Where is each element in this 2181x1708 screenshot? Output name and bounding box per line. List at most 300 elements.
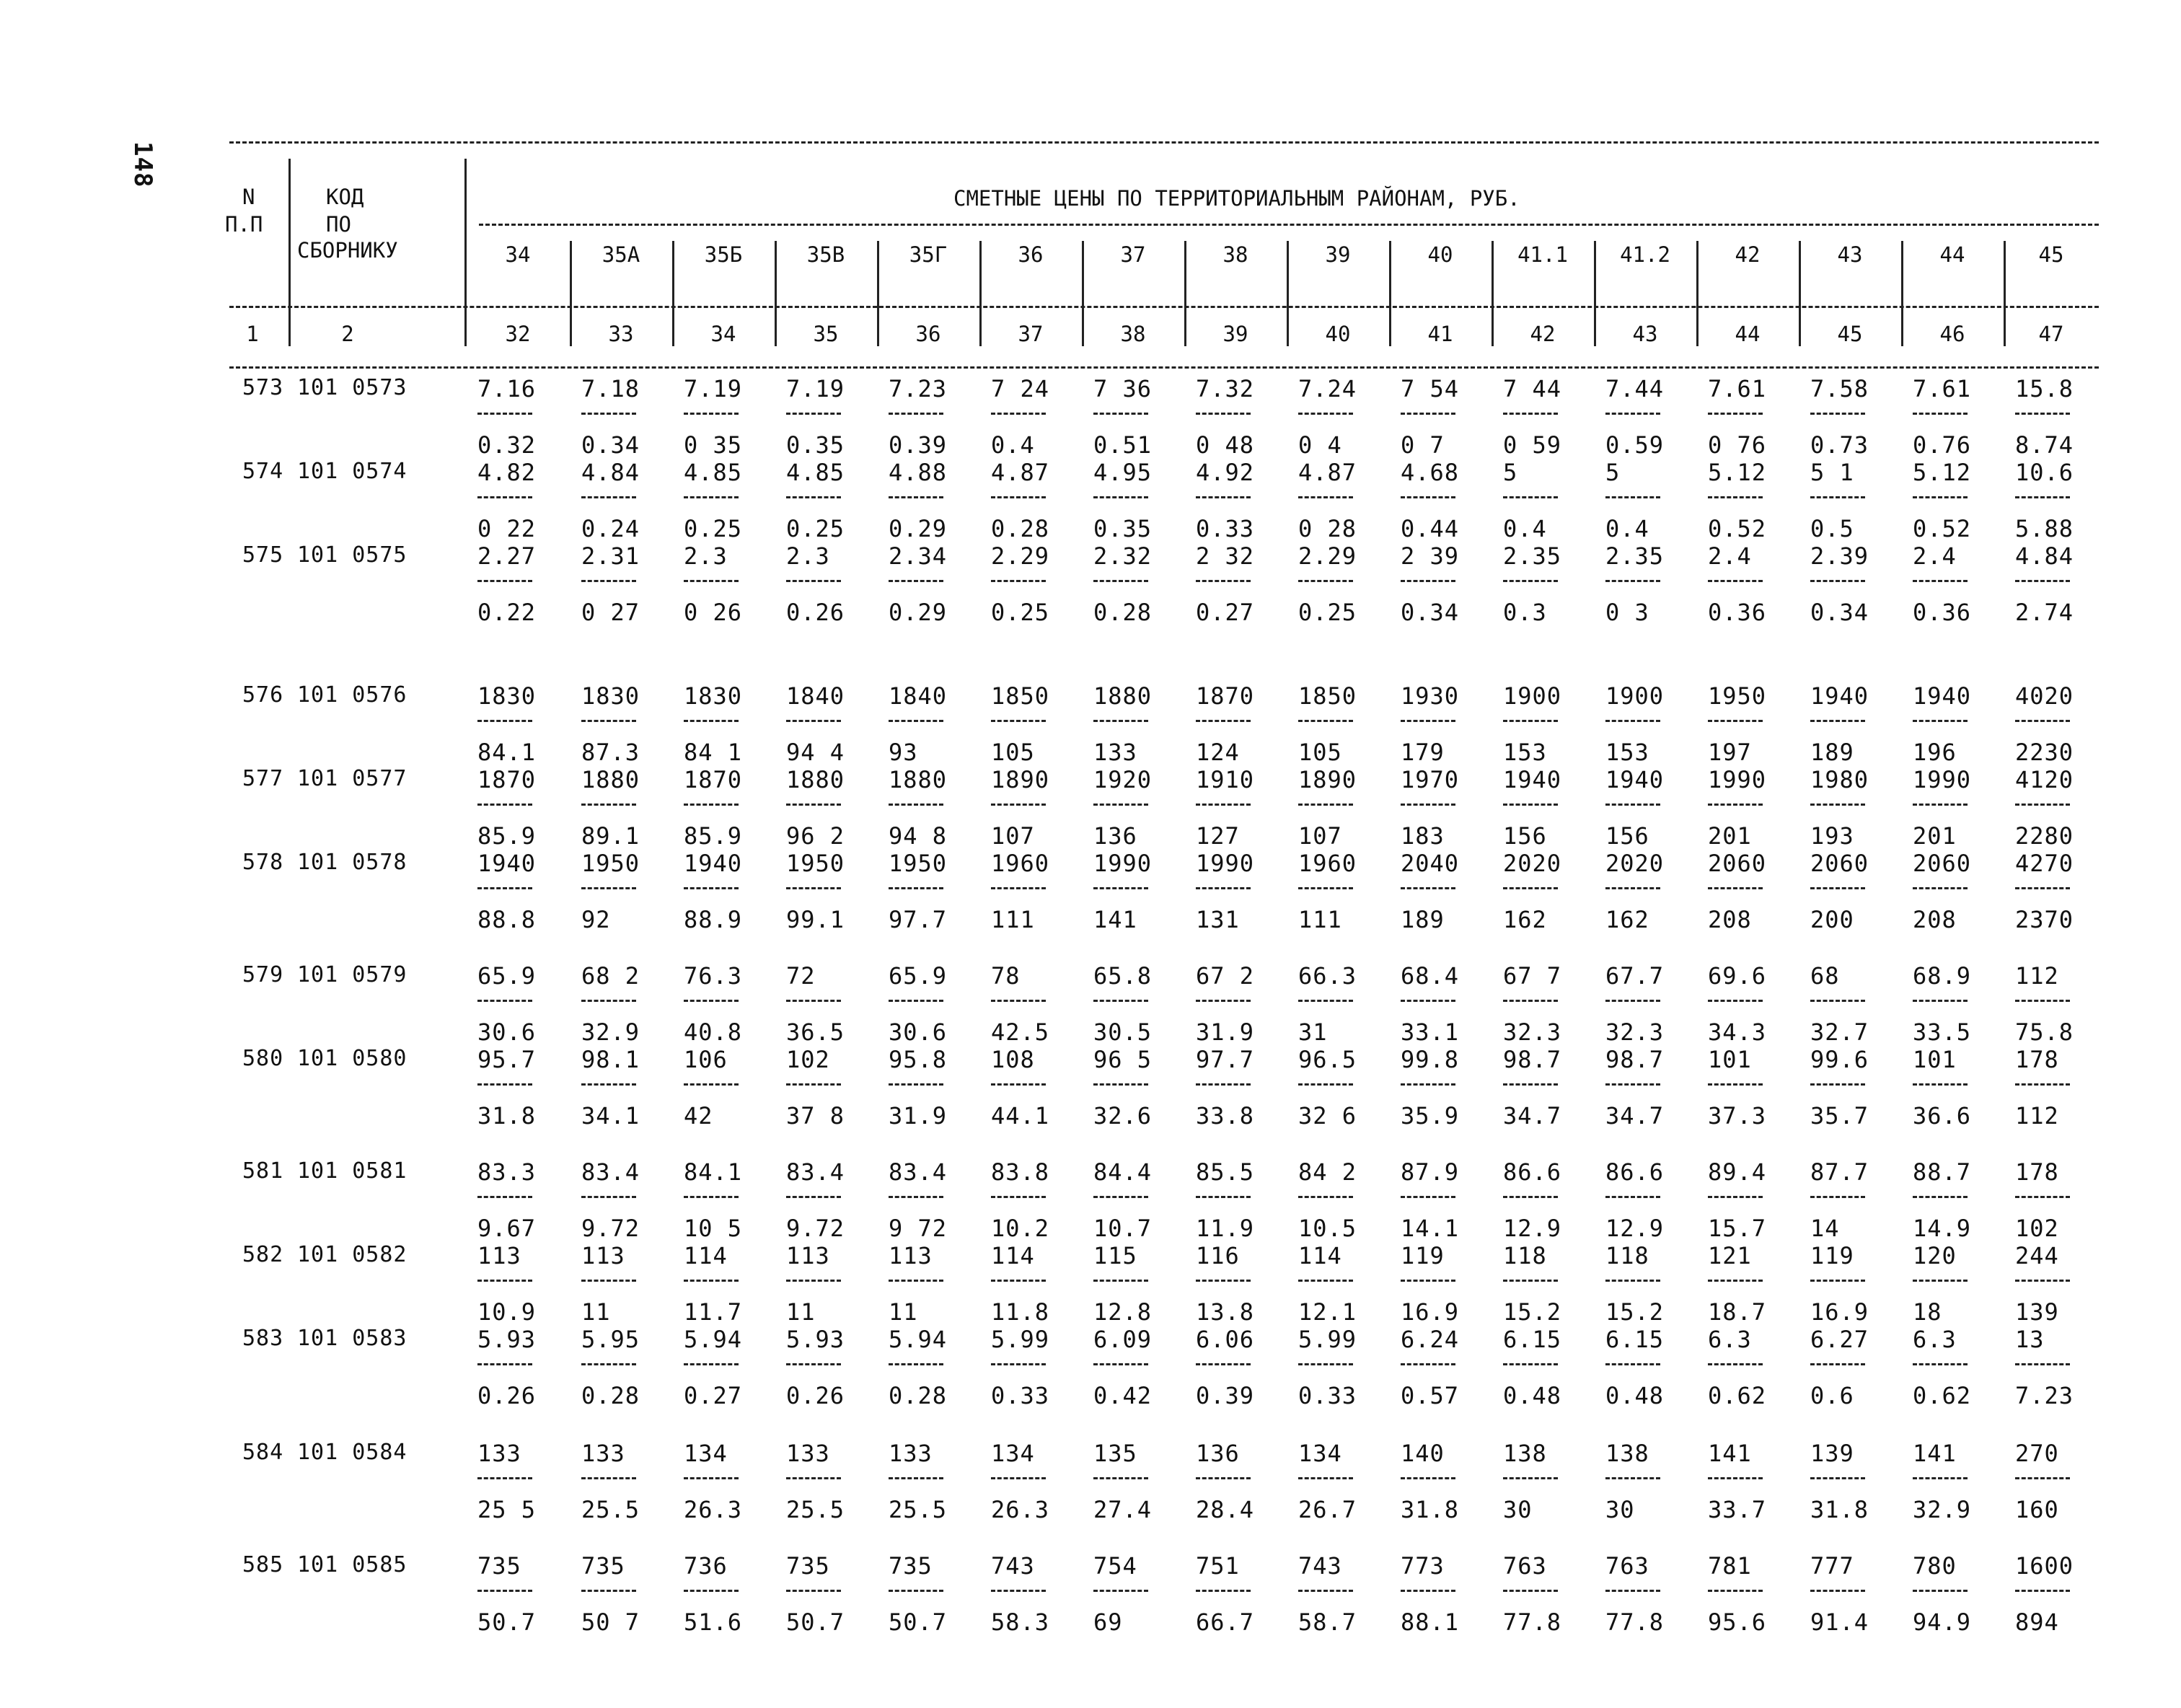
price-labor-value: 18 — [1913, 1298, 1942, 1326]
price-labor-value: 50 7 — [581, 1608, 640, 1636]
price-value: 67.7 — [1605, 962, 1665, 990]
price-value: 138 — [1503, 1440, 1547, 1467]
price-labor-value: 28.4 — [1196, 1496, 1255, 1523]
header-colnum-7: 36 — [915, 322, 941, 346]
fraction-bar — [1503, 720, 1558, 722]
price-value: 114 — [684, 1242, 728, 1269]
header-colnum-5: 34 — [710, 322, 736, 346]
fraction-bar — [1401, 1083, 1455, 1086]
price-value: 98.1 — [581, 1046, 640, 1073]
price-labor-value: 94.9 — [1913, 1608, 1972, 1636]
price-value: 98.7 — [1605, 1046, 1665, 1073]
price-labor-value: 32 6 — [1298, 1102, 1357, 1130]
price-value: 116 — [1196, 1242, 1240, 1269]
fraction-bar — [1605, 1083, 1660, 1086]
price-labor-value: 40.8 — [684, 1018, 743, 1046]
price-value: 4.87 — [1298, 459, 1357, 486]
price-value: 1940 — [477, 850, 537, 877]
price-value: 4270 — [2015, 850, 2074, 877]
fraction-bar — [1605, 1000, 1660, 1002]
price-value: 4.68 — [1401, 459, 1460, 486]
price-labor-value: 105 — [1298, 739, 1342, 766]
fraction-bar — [1298, 413, 1353, 415]
fraction-bar — [889, 1590, 943, 1592]
price-labor-value: 11.7 — [684, 1298, 743, 1326]
fraction-bar — [1298, 1477, 1353, 1479]
price-labor-value: 93 — [889, 739, 918, 766]
price-value: 86.6 — [1605, 1158, 1665, 1186]
fraction-bar — [1196, 887, 1251, 889]
fraction-bar — [786, 496, 841, 498]
fraction-bar — [991, 720, 1046, 722]
price-labor-value: 193 — [1810, 822, 1854, 850]
fraction-bar — [1093, 1196, 1148, 1198]
fraction-bar — [2015, 1363, 2070, 1365]
price-value: 735 — [786, 1552, 830, 1580]
fraction-bar — [1913, 1363, 1968, 1365]
price-value: 1990 — [1093, 850, 1153, 877]
price-value: 113 — [581, 1242, 625, 1269]
price-value: 138 — [1605, 1440, 1649, 1467]
fraction-bar — [1401, 1280, 1455, 1282]
fraction-bar — [477, 720, 532, 722]
price-value: 136 — [1196, 1440, 1240, 1467]
fraction-bar — [1810, 1363, 1865, 1365]
price-value: 120 — [1913, 1242, 1957, 1269]
fraction-bar — [1093, 1083, 1148, 1086]
price-labor-value: 162 — [1605, 906, 1649, 933]
fraction-bar — [1810, 1083, 1865, 1086]
fraction-bar — [684, 1280, 739, 1282]
price-labor-value: 27.4 — [1093, 1496, 1153, 1523]
row-number: 579 — [242, 962, 284, 987]
price-labor-value: 30.5 — [1093, 1018, 1153, 1046]
price-value: 1940 — [1503, 766, 1562, 793]
price-value: 108 — [991, 1046, 1035, 1073]
header-colnum-15: 44 — [1735, 322, 1761, 346]
price-value: 1840 — [786, 682, 845, 710]
fraction-bar — [991, 1196, 1046, 1198]
header-district-5: 35Г — [909, 242, 948, 267]
price-labor-value: 2.74 — [2015, 599, 2074, 626]
price-value: 6.06 — [1196, 1326, 1255, 1353]
fraction-bar — [581, 1477, 636, 1479]
price-value: 65.8 — [1093, 962, 1153, 990]
fraction-bar — [1503, 496, 1558, 498]
price-labor-value: 11 — [786, 1298, 816, 1326]
fraction-bar — [2015, 887, 2070, 889]
price-value: 134 — [991, 1440, 1035, 1467]
fraction-bar — [786, 720, 841, 722]
price-labor-value: 189 — [1810, 739, 1854, 766]
fraction-bar — [477, 580, 532, 582]
fraction-bar — [1605, 1363, 1660, 1365]
fraction-bar — [786, 1477, 841, 1479]
fraction-bar — [1298, 720, 1353, 722]
price-labor-value: 94 8 — [889, 822, 948, 850]
fraction-bar — [684, 1000, 739, 1002]
rule-horizontal — [479, 224, 2099, 226]
price-labor-value: 16.9 — [1810, 1298, 1869, 1326]
price-labor-value: 15.2 — [1605, 1298, 1665, 1326]
header-district-8: 38 — [1222, 242, 1248, 267]
fraction-bar — [581, 1363, 636, 1365]
row-number: 584 — [242, 1440, 284, 1465]
row-code: 101 0585 — [297, 1552, 407, 1577]
price-labor-value: 107 — [991, 822, 1035, 850]
price-labor-value: 0.22 — [477, 599, 537, 626]
price-value: 1990 — [1196, 850, 1255, 877]
fraction-bar — [1810, 1000, 1865, 1002]
price-value: 1830 — [684, 682, 743, 710]
fraction-bar — [1605, 1280, 1660, 1282]
header-colnum-13: 42 — [1530, 322, 1556, 346]
price-labor-value: 11 — [889, 1298, 918, 1326]
fraction-bar — [1810, 1280, 1865, 1282]
fraction-bar — [1605, 1590, 1660, 1592]
fraction-bar — [1093, 413, 1148, 415]
price-labor-value: 2230 — [2015, 739, 2074, 766]
price-labor-value: 0.59 — [1605, 431, 1665, 459]
price-value: 2.31 — [581, 542, 640, 570]
fraction-bar — [581, 496, 636, 498]
fraction-bar — [2015, 580, 2070, 582]
price-labor-value: 96 2 — [786, 822, 845, 850]
price-value: 76.3 — [684, 962, 743, 990]
price-value: 68 2 — [581, 962, 640, 990]
fraction-bar — [1913, 887, 1968, 889]
price-value: 1950 — [581, 850, 640, 877]
fraction-bar — [1298, 496, 1353, 498]
price-value: 7 24 — [991, 375, 1050, 402]
price-labor-value: 69 — [1093, 1608, 1123, 1636]
price-value: 1940 — [1605, 766, 1665, 793]
header-colnum-4: 33 — [608, 322, 634, 346]
fraction-bar — [1913, 413, 1968, 415]
fraction-bar — [1196, 720, 1251, 722]
price-value: 2.29 — [991, 542, 1050, 570]
rule-horizontal — [229, 141, 2099, 144]
price-value: 1940 — [684, 850, 743, 877]
price-labor-value: 0.29 — [889, 515, 948, 542]
row-code: 101 0582 — [297, 1242, 407, 1267]
price-value: 1940 — [1913, 682, 1972, 710]
fraction-bar — [1196, 1363, 1251, 1365]
price-labor-value: 0 4 — [1298, 431, 1342, 459]
price-labor-value: 12.8 — [1093, 1298, 1153, 1326]
price-labor-value: 31 — [1298, 1018, 1328, 1046]
price-value: 1830 — [477, 682, 537, 710]
fraction-bar — [1913, 1590, 1968, 1592]
rule-vertical — [1901, 241, 1903, 346]
fraction-bar — [1810, 1196, 1865, 1198]
price-labor-value: 35.7 — [1810, 1102, 1869, 1130]
row-code: 101 0574 — [297, 459, 407, 484]
price-value: 2.39 — [1810, 542, 1869, 570]
row-code: 101 0576 — [297, 682, 407, 708]
price-value: 1880 — [786, 766, 845, 793]
price-value: 119 — [1401, 1242, 1445, 1269]
price-labor-value: 8.74 — [2015, 431, 2074, 459]
price-labor-value: 11.9 — [1196, 1215, 1255, 1242]
price-labor-value: 31.9 — [1196, 1018, 1255, 1046]
price-value: 178 — [2015, 1046, 2059, 1073]
price-labor-value: 0.26 — [786, 599, 845, 626]
price-value: 2020 — [1503, 850, 1562, 877]
price-value: 101 — [1913, 1046, 1957, 1073]
fraction-bar — [1810, 413, 1865, 415]
price-labor-value: 0 26 — [684, 599, 743, 626]
rule-vertical — [672, 241, 674, 346]
price-labor-value: 208 — [1913, 906, 1957, 933]
price-labor-value: 0.34 — [581, 431, 640, 459]
price-value: 5 1 — [1810, 459, 1854, 486]
price-labor-value: 32.3 — [1503, 1018, 1562, 1046]
fraction-bar — [1708, 580, 1763, 582]
price-labor-value: 14 — [1810, 1215, 1840, 1242]
fraction-bar — [684, 580, 739, 582]
price-labor-value: 0.28 — [991, 515, 1050, 542]
header-colnum-11: 40 — [1325, 322, 1351, 346]
price-value: 4.88 — [889, 459, 948, 486]
row-number: 577 — [242, 766, 284, 791]
fraction-bar — [1503, 1000, 1558, 1002]
price-labor-value: 35.9 — [1401, 1102, 1460, 1130]
price-labor-value: 131 — [1196, 906, 1240, 933]
fraction-bar — [889, 1280, 943, 1282]
header-district-11: 41.1 — [1517, 242, 1568, 267]
price-labor-value: 32.9 — [581, 1018, 640, 1046]
header-colnum-3: 32 — [505, 322, 531, 346]
fraction-bar — [2015, 1196, 2070, 1198]
price-labor-value: 31.8 — [1810, 1496, 1869, 1523]
price-labor-value: 0.28 — [581, 1382, 640, 1409]
fraction-bar — [477, 804, 532, 806]
row-code: 101 0578 — [297, 850, 407, 875]
price-value: 1900 — [1503, 682, 1562, 710]
price-value: 67 2 — [1196, 962, 1255, 990]
header-district-16: 45 — [2038, 242, 2064, 267]
price-value: 1870 — [477, 766, 537, 793]
price-value: 2060 — [1913, 850, 1972, 877]
price-labor-value: 77.8 — [1503, 1608, 1562, 1636]
price-value: 134 — [684, 1440, 728, 1467]
fraction-bar — [1605, 413, 1660, 415]
price-value: 1880 — [581, 766, 640, 793]
price-value: 101 — [1708, 1046, 1752, 1073]
fraction-bar — [1708, 887, 1763, 889]
price-value: 4.84 — [2015, 542, 2074, 570]
price-labor-value: 88.1 — [1401, 1608, 1460, 1636]
fraction-bar — [889, 720, 943, 722]
fraction-bar — [1503, 1363, 1558, 1365]
price-labor-value: 0.39 — [889, 431, 948, 459]
price-value: 65.9 — [889, 962, 948, 990]
price-value: 7.16 — [477, 375, 537, 402]
price-labor-value: 894 — [2015, 1608, 2059, 1636]
price-labor-value: 33.7 — [1708, 1496, 1767, 1523]
fraction-bar — [581, 1083, 636, 1086]
price-labor-value: 0.36 — [1708, 599, 1767, 626]
price-value: 113 — [786, 1242, 830, 1269]
price-value: 119 — [1810, 1242, 1854, 1269]
price-labor-value: 30.6 — [889, 1018, 948, 1046]
price-labor-value: 84 1 — [684, 739, 743, 766]
rule-vertical — [1799, 241, 1801, 346]
fraction-bar — [2015, 804, 2070, 806]
price-value: 2060 — [1810, 850, 1869, 877]
rule-vertical — [1492, 241, 1494, 346]
fraction-bar — [889, 496, 943, 498]
price-labor-value: 30 — [1503, 1496, 1533, 1523]
fraction-bar — [991, 887, 1046, 889]
fraction-bar — [684, 1363, 739, 1365]
price-value: 68.4 — [1401, 962, 1460, 990]
price-labor-value: 0.73 — [1810, 431, 1869, 459]
price-labor-value: 111 — [1298, 906, 1342, 933]
price-value: 13 — [2015, 1326, 2045, 1353]
fraction-bar — [1503, 804, 1558, 806]
price-value: 78 — [991, 962, 1021, 990]
fraction-bar — [1401, 496, 1455, 498]
fraction-bar — [684, 1477, 739, 1479]
fraction-bar — [581, 804, 636, 806]
fraction-bar — [786, 1363, 841, 1365]
fraction-bar — [684, 1590, 739, 1592]
price-value: 1990 — [1708, 766, 1767, 793]
fraction-bar — [1093, 580, 1148, 582]
price-labor-value: 31.8 — [1401, 1496, 1460, 1523]
fraction-bar — [1708, 1280, 1763, 1282]
price-labor-value: 0.4 — [991, 431, 1035, 459]
price-labor-value: 139 — [2015, 1298, 2059, 1326]
price-value: 68 — [1810, 962, 1840, 990]
price-value: 86.6 — [1503, 1158, 1562, 1186]
price-value: 754 — [1093, 1552, 1137, 1580]
price-value: 84.4 — [1093, 1158, 1153, 1186]
price-labor-value: 36.6 — [1913, 1102, 1972, 1130]
price-labor-value: 9.72 — [581, 1215, 640, 1242]
fraction-bar — [1503, 413, 1558, 415]
price-value: 88.7 — [1913, 1158, 1972, 1186]
row-code: 101 0584 — [297, 1440, 407, 1465]
price-value: 5.99 — [991, 1326, 1050, 1353]
header-colnum-10: 39 — [1222, 322, 1248, 346]
price-value: 7.19 — [684, 375, 743, 402]
row-number: 581 — [242, 1158, 284, 1184]
header-colnum-14: 43 — [1632, 322, 1658, 346]
fraction-bar — [1093, 1477, 1148, 1479]
fraction-bar — [684, 720, 739, 722]
price-value: 4.95 — [1093, 459, 1153, 486]
fraction-bar — [1810, 496, 1865, 498]
fraction-bar — [1298, 1196, 1353, 1198]
fraction-bar — [1298, 1000, 1353, 1002]
fraction-bar — [786, 1280, 841, 1282]
price-labor-value: 92 — [581, 906, 611, 933]
fraction-bar — [1401, 1363, 1455, 1365]
row-number: 574 — [242, 459, 284, 484]
fraction-bar — [991, 413, 1046, 415]
fraction-bar — [1196, 1000, 1251, 1002]
price-labor-value: 25 5 — [477, 1496, 537, 1523]
row-code: 101 0575 — [297, 542, 407, 568]
price-labor-value: 0.26 — [477, 1382, 537, 1409]
fraction-bar — [1196, 1280, 1251, 1282]
price-labor-value: 50.7 — [477, 1608, 537, 1636]
price-labor-value: 42 — [684, 1102, 713, 1130]
price-labor-value: 160 — [2015, 1496, 2059, 1523]
price-value: 133 — [581, 1440, 625, 1467]
fraction-bar — [1503, 1280, 1558, 1282]
price-labor-value: 0 76 — [1708, 431, 1767, 459]
header-district-15: 44 — [1939, 242, 1965, 267]
price-labor-value: 124 — [1196, 739, 1240, 766]
price-labor-value: 37 8 — [786, 1102, 845, 1130]
fraction-bar — [581, 1590, 636, 1592]
price-labor-value: 99.1 — [786, 906, 845, 933]
price-labor-value: 162 — [1503, 906, 1547, 933]
price-value: 1930 — [1401, 682, 1460, 710]
fraction-bar — [1605, 496, 1660, 498]
fraction-bar — [991, 1590, 1046, 1592]
price-value: 1890 — [1298, 766, 1357, 793]
fraction-bar — [889, 1363, 943, 1365]
price-value: 106 — [684, 1046, 728, 1073]
fraction-bar — [581, 720, 636, 722]
fraction-bar — [1810, 1477, 1865, 1479]
rule-vertical — [2004, 241, 2006, 346]
fraction-bar — [1401, 887, 1455, 889]
price-labor-value: 0.62 — [1913, 1382, 1972, 1409]
price-value: 83.4 — [889, 1158, 948, 1186]
price-value: 10.6 — [2015, 459, 2074, 486]
price-labor-value: 0.48 — [1605, 1382, 1665, 1409]
price-value: 6.3 — [1708, 1326, 1752, 1353]
price-value: 2.4 — [1913, 542, 1957, 570]
price-value: 7.58 — [1810, 375, 1869, 402]
price-labor-value: 14.1 — [1401, 1215, 1460, 1242]
fraction-bar — [1708, 496, 1763, 498]
fraction-bar — [581, 413, 636, 415]
price-value: 1880 — [889, 766, 948, 793]
header-colnum-9: 38 — [1120, 322, 1146, 346]
fraction-bar — [1093, 1363, 1148, 1365]
price-value: 96.5 — [1298, 1046, 1357, 1073]
price-value: 121 — [1708, 1242, 1752, 1269]
price-labor-value: 10 5 — [684, 1215, 743, 1242]
price-labor-value: 26.3 — [991, 1496, 1050, 1523]
price-labor-value: 0.35 — [786, 431, 845, 459]
header-colnum-16: 45 — [1837, 322, 1863, 346]
price-labor-value: 0.25 — [684, 515, 743, 542]
price-labor-value: 0.52 — [1913, 515, 1972, 542]
fraction-bar — [1810, 1590, 1865, 1592]
price-value: 780 — [1913, 1552, 1957, 1580]
price-labor-value: 0 59 — [1503, 431, 1562, 459]
fraction-bar — [2015, 720, 2070, 722]
header-district-9: 39 — [1325, 242, 1351, 267]
row-number: 573 — [242, 375, 284, 400]
fraction-bar — [1810, 720, 1865, 722]
price-value: 1910 — [1196, 766, 1255, 793]
fraction-bar — [1401, 1196, 1455, 1198]
fraction-bar — [889, 1083, 943, 1086]
fraction-bar — [1196, 1477, 1251, 1479]
fraction-bar — [581, 1280, 636, 1282]
price-value: 1840 — [889, 682, 948, 710]
fraction-bar — [2015, 1477, 2070, 1479]
